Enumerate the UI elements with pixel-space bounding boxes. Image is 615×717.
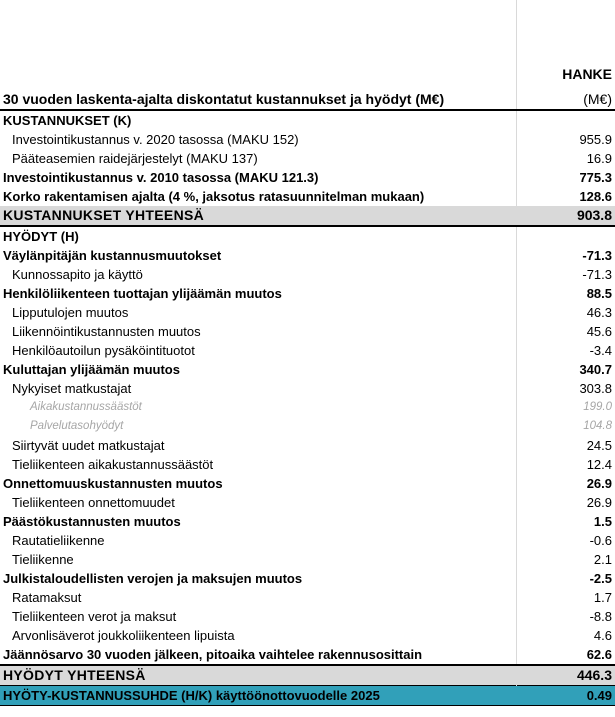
- row-label: Julkistaloudellisten verojen ja maksujen muutos: [3, 571, 303, 586]
- row-value: 46.3: [516, 303, 615, 322]
- row-value: -2.5: [516, 569, 615, 588]
- row-value: -71.3: [516, 246, 615, 265]
- row-value: 12.4: [516, 455, 615, 474]
- row-value: [516, 110, 615, 130]
- row-label: HYÖTY-KUSTANNUSSUHDE (H/K) käyttöönottovuodelle 2025: [0, 686, 516, 706]
- table-row: [0, 686, 615, 706]
- table-row: [0, 398, 615, 417]
- row-value: 775.3: [516, 168, 615, 187]
- unit-label: (M€): [516, 89, 615, 110]
- table-row: [0, 110, 615, 130]
- row-label: Henkilöautoilun pysäköintituotot: [12, 343, 195, 358]
- row-value: 2.1: [516, 550, 615, 569]
- row-label: Investointikustannus v. 2020 tasossa (MAKU 152): [12, 132, 299, 147]
- row-value: 955.9: [516, 130, 615, 149]
- row-label: HYÖDYT YHTEENSÄ: [0, 665, 516, 686]
- row-label: Rautatieliikenne: [12, 533, 105, 548]
- row-value: 128.6: [516, 187, 615, 206]
- table-row: [0, 206, 615, 226]
- row-label: Väylänpitäjän kustannusmuutokset: [3, 248, 222, 263]
- table-row: [0, 588, 615, 607]
- row-value: 446.3: [516, 665, 615, 686]
- row-label: Tieliikenteen aikakustannussäästöt: [12, 457, 214, 472]
- row-value: 903.8: [516, 206, 615, 226]
- table-row: [0, 168, 615, 187]
- row-label: Nykyiset matkustajat: [12, 381, 132, 396]
- row-value: 340.7: [516, 360, 615, 379]
- row-label: Pääteasemien raidejärjestelyt (MAKU 137): [12, 151, 258, 166]
- row-label: Päästökustannusten muutos: [3, 514, 181, 529]
- row-label: Kuluttajan ylijäämän muutos: [3, 362, 180, 377]
- row-label: KUSTANNUKSET YHTEENSÄ: [0, 206, 516, 226]
- row-label: Tieliikenteen onnettomuudet: [12, 495, 175, 510]
- row-label: Liikennöintikustannusten muutos: [12, 324, 201, 339]
- row-value: 26.9: [516, 474, 615, 493]
- table-row: [0, 187, 615, 206]
- row-value: 16.9: [516, 149, 615, 168]
- row-value: 26.9: [516, 493, 615, 512]
- table-row: [0, 379, 615, 398]
- row-value: 303.8: [516, 379, 615, 398]
- row-label: Ratamaksut: [12, 590, 82, 605]
- table-row: [0, 645, 615, 665]
- table-row: [0, 417, 615, 436]
- row-label: Arvonlisäverot joukkoliikenteen lipuista: [12, 628, 235, 643]
- row-value: 45.6: [516, 322, 615, 341]
- row-value: 62.6: [516, 645, 615, 665]
- table-row: [0, 246, 615, 265]
- row-label: Siirtyvät uudet matkustajat: [12, 438, 165, 453]
- row-value: -71.3: [516, 265, 615, 284]
- row-value: 24.5: [516, 436, 615, 455]
- row-label: HYÖDYT (H): [0, 226, 516, 246]
- cost-benefit-table: [0, 89, 615, 706]
- row-value: [516, 226, 615, 246]
- table-row: [0, 226, 615, 246]
- table-row: [0, 322, 615, 341]
- table-row: [0, 626, 615, 645]
- table-row: [0, 550, 615, 569]
- table-row: [0, 149, 615, 168]
- row-value: 0.49: [516, 686, 615, 706]
- row-label: Lipputulojen muutos: [12, 305, 129, 320]
- table-row: [0, 341, 615, 360]
- row-value: 1.7: [516, 588, 615, 607]
- row-label: Tieliikenne: [12, 552, 74, 567]
- table-row: [0, 455, 615, 474]
- table-row: [0, 493, 615, 512]
- row-value: 88.5: [516, 284, 615, 303]
- table-row: [0, 303, 615, 322]
- row-label: KUSTANNUKSET (K): [0, 110, 516, 130]
- row-label: Onnettomuuskustannusten muutos: [3, 476, 223, 491]
- row-value: -8.8: [516, 607, 615, 626]
- row-label: Jäännösarvo 30 vuoden jälkeen, pitoaika vaihtelee rakennusosittain: [3, 647, 423, 662]
- table-row: [0, 265, 615, 284]
- table-title: 30 vuoden laskenta-ajalta diskontatut kustannukset ja hyödyt (M€): [0, 89, 516, 110]
- row-label: Aikakustannussäästöt: [30, 401, 142, 413]
- table-row: [0, 607, 615, 626]
- row-value: -0.6: [516, 531, 615, 550]
- row-value: 104.8: [516, 417, 615, 436]
- table-row: [0, 531, 615, 550]
- row-value: 4.6: [516, 626, 615, 645]
- table-row: [0, 512, 615, 531]
- table-row: [0, 360, 615, 379]
- row-label: Palvelutasohyödyt: [30, 420, 124, 432]
- table-row: [0, 284, 615, 303]
- row-label: Kunnossapito ja käyttö: [12, 267, 143, 282]
- table-row: [0, 436, 615, 455]
- row-label: Tieliikenteen verot ja maksut: [12, 609, 177, 624]
- hanke-column-header: HANKE: [562, 66, 612, 82]
- table-row: [0, 130, 615, 149]
- table-row: [0, 665, 615, 686]
- table-row: [0, 474, 615, 493]
- row-label: Investointikustannus v. 2010 tasossa (MAKU 121.3): [3, 170, 319, 185]
- row-value: 1.5: [516, 512, 615, 531]
- row-label: Henkilöliikenteen tuottajan ylijäämän muutos: [3, 286, 282, 301]
- table-title-row: [0, 89, 615, 110]
- row-label: Korko rakentamisen ajalta (4 %, jaksotus ratasuunnitelman mukaan): [3, 189, 425, 204]
- table-row: [0, 569, 615, 588]
- row-value: -3.4: [516, 341, 615, 360]
- row-value: 199.0: [516, 398, 615, 417]
